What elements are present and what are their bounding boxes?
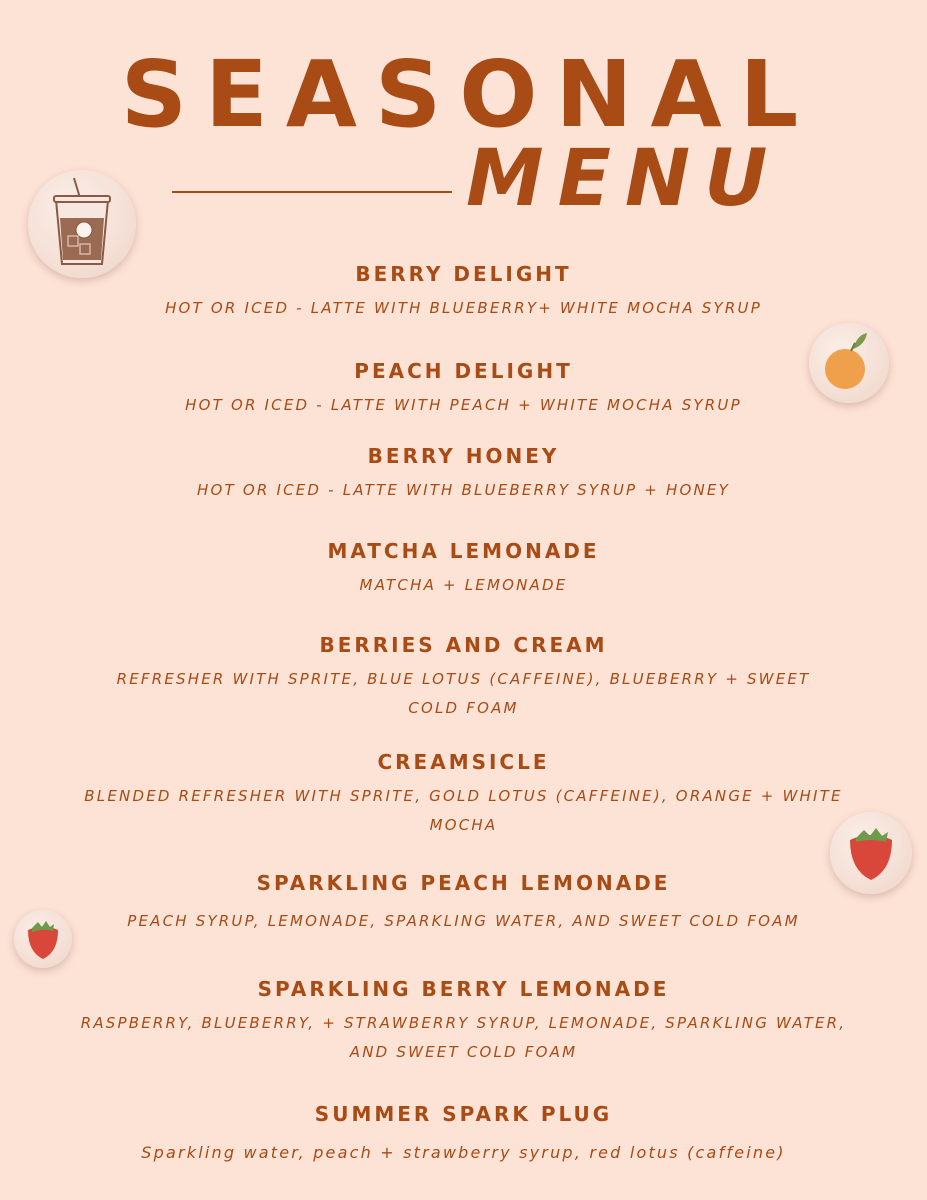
item-description: MATCHA + LEMONADE [359,576,568,594]
item-name: CREAMSICLE [377,750,550,774]
item-name: MATCHA LEMONADE [327,539,600,563]
item-description: PEACH SYRUP, LEMONADE, SPARKLING WATER, AND SWEET COLD FOAM [127,912,800,930]
item-description: HOT OR ICED - LATTE WITH BLUEBERRY SYRUP + HONEY [197,481,730,499]
item-name: BERRIES AND CREAM [319,633,608,657]
menu-item-creamsicle [0,750,927,840]
item-description: HOT OR ICED - LATTE WITH BLUEBERRY+ WHITE MOCHA SYRUP [165,299,762,317]
item-description: BLENDED REFRESHER WITH SPRITE, GOLD LOTUS (CAFFEINE), ORANGE + WHITE MOCHA [84,787,843,834]
title-seasonal: SEASONAL [120,41,817,148]
menu-item-sparkling-berry-lemonade [0,977,927,1067]
title-divider [172,191,452,193]
menu-item-berry-honey [0,444,927,505]
item-description: REFRESHER WITH SPRITE, BLUE LOTUS (CAFFEINE), BLUEBERRY + SWEET COLD FOAM [116,670,811,717]
item-description: HOT OR ICED - LATTE WITH PEACH + WHITE MOCHA SYRUP [185,396,742,414]
item-name: BERRY DELIGHT [355,262,572,286]
item-name: PEACH DELIGHT [354,359,573,383]
menu-item-matcha-lemonade [0,539,927,600]
menu-item-peach-delight [0,359,927,420]
item-description: RASPBERRY, BLUEBERRY, + STRAWBERRY SYRUP, LEMONADE, SPARKLING WATER, AND SWEET COLD FOAM [80,1014,847,1061]
menu-item-summer-spark-plug [0,1102,927,1167]
title-menu: MENU [466,134,782,224]
item-name: BERRY HONEY [367,444,560,468]
item-description: Sparkling water, peach + strawberry syrup, red lotus (caffeine) [141,1143,786,1162]
item-name: SPARKLING BERRY LEMONADE [257,977,670,1001]
menu-item-berries-and-cream [0,633,927,723]
item-name: SUMMER SPARK PLUG [314,1102,613,1126]
menu-item-berry-delight [0,262,927,323]
menu-item-sparkling-peach-lemonade [0,871,927,936]
item-name: SPARKLING PEACH LEMONADE [256,871,671,895]
